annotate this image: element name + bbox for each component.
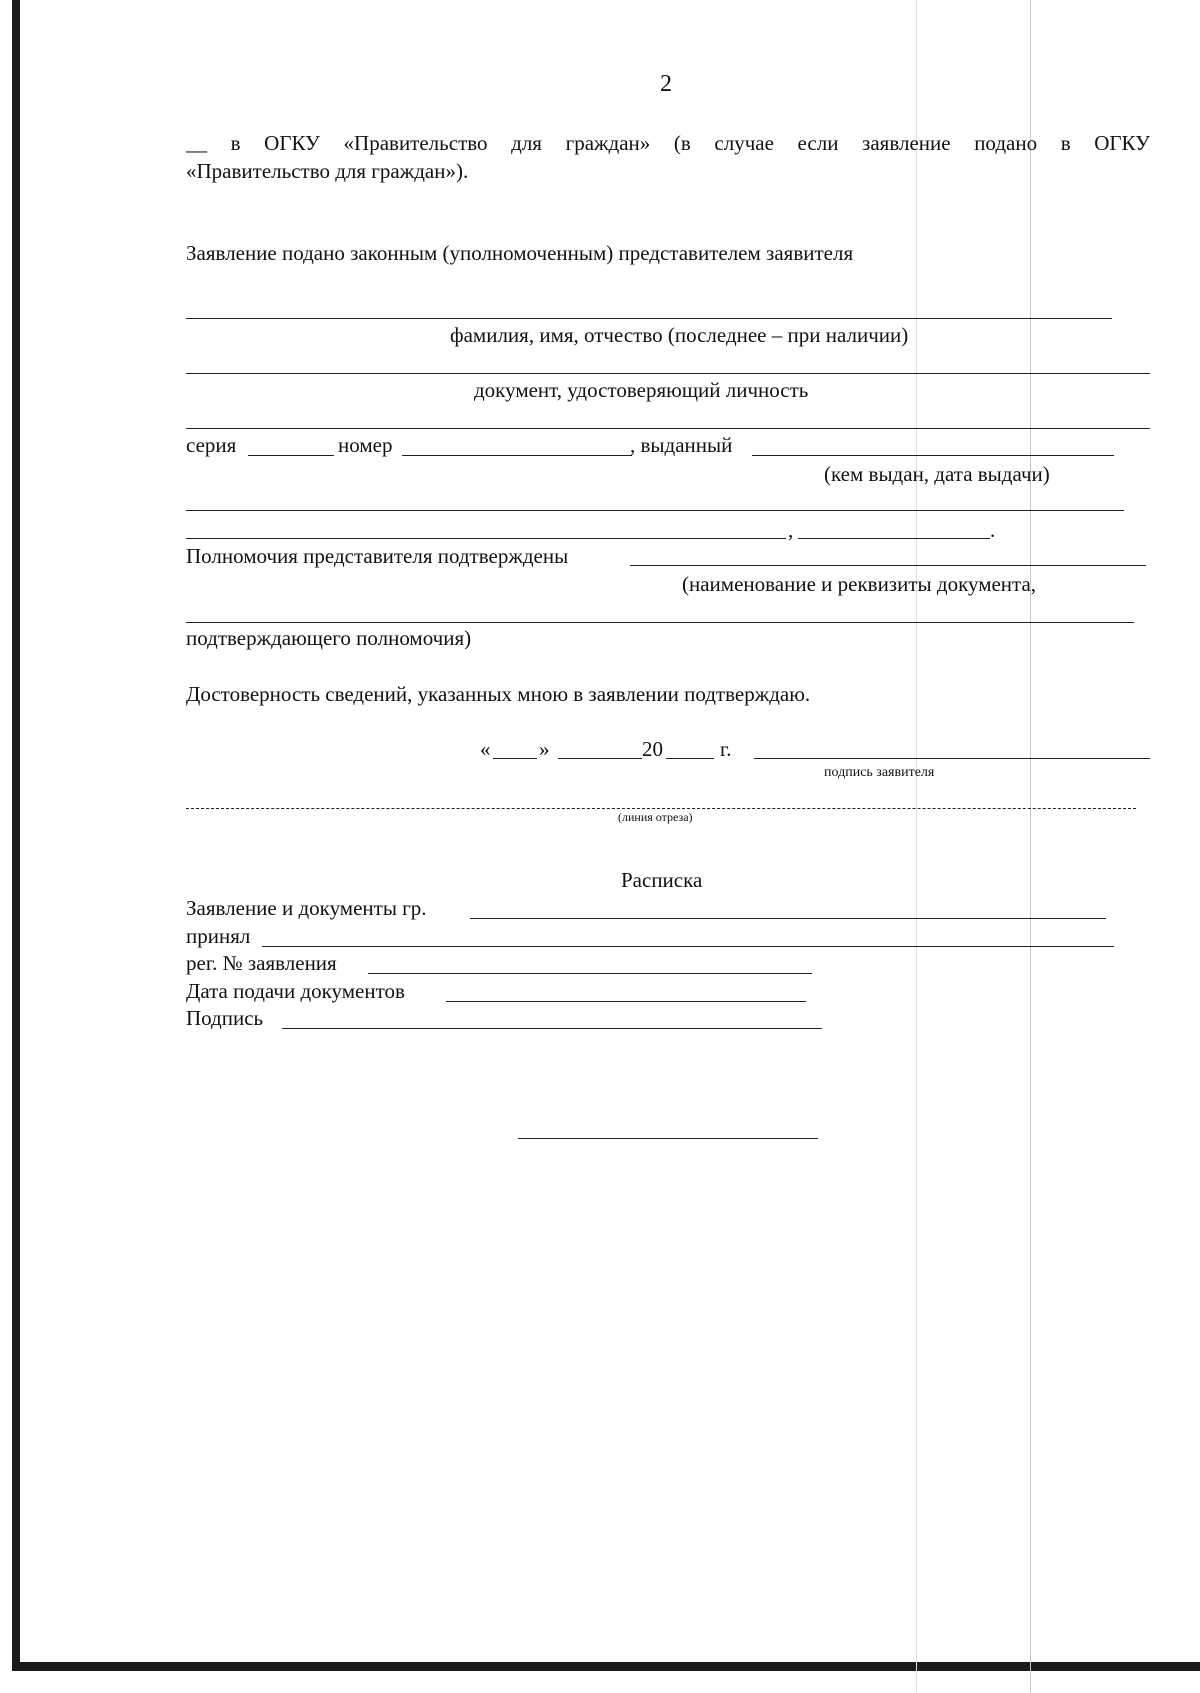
- date-day-field[interactable]: [493, 758, 537, 759]
- series-label: серия: [186, 433, 237, 457]
- issued-by-field[interactable]: [752, 455, 1114, 456]
- receipt-signature-label: Подпись: [186, 1006, 264, 1030]
- page-number: 2: [660, 71, 672, 97]
- scan-fold-line: [916, 0, 917, 1693]
- issued-by-continuation-field[interactable]: [186, 510, 1124, 511]
- scan-edge-bottom: [12, 1662, 1200, 1671]
- date-month-field[interactable]: [558, 758, 642, 759]
- applicant-signature-field[interactable]: [754, 758, 1150, 759]
- accuracy-statement: Достоверность сведений, указанных мною в заявлении подтверждаю.: [186, 682, 811, 706]
- ogku-option-line-2: «Правительство для граждан»).: [186, 159, 469, 183]
- powers-document-continuation-field[interactable]: [186, 622, 1134, 623]
- reg-number-label: рег. № заявления: [186, 951, 337, 975]
- powers-document-field[interactable]: [630, 565, 1146, 566]
- id-document-field[interactable]: [186, 373, 1150, 374]
- comma-separator: ,: [788, 518, 794, 542]
- powers-caption-2: подтверждающего полномочия): [186, 626, 472, 650]
- cut-line-caption: (линия отреза): [618, 810, 693, 824]
- date-year-suffix: г.: [720, 737, 732, 761]
- series-field[interactable]: [248, 455, 334, 456]
- id-document-extra-field[interactable]: [186, 428, 1150, 429]
- issued-label: , выданный: [630, 433, 733, 457]
- issued-by-continuation-field-2[interactable]: [186, 538, 786, 539]
- powers-label: Полномочия представителя подтверждены: [186, 544, 569, 568]
- submission-date-label: Дата подачи документов: [186, 979, 405, 1003]
- issued-caption: (кем выдан, дата выдачи): [824, 462, 1050, 486]
- number-field[interactable]: [402, 455, 632, 456]
- scan-fold-line: [1030, 0, 1031, 1693]
- id-document-caption: документ, удостоверяющий личность: [474, 378, 809, 402]
- receipt-signature-field[interactable]: [282, 1028, 822, 1029]
- ogku-option-line-1: __ в ОГКУ «Правительство для граждан» (в случае если заявление подано в ОГКУ: [186, 131, 1150, 155]
- date-close-quote: »: [539, 737, 550, 761]
- accepted-label: принял: [186, 924, 251, 948]
- period-separator: .: [990, 518, 996, 542]
- document-end-line: [518, 1138, 818, 1139]
- number-label: номер: [338, 433, 393, 457]
- issue-date-field[interactable]: [798, 538, 990, 539]
- powers-caption-1: (наименование и реквизиты документа,: [682, 572, 1037, 596]
- scan-edge-left: [12, 0, 20, 1670]
- signature-caption: подпись заявителя: [824, 765, 935, 780]
- date-year-field[interactable]: [666, 758, 714, 759]
- date-year-prefix: 20: [642, 737, 663, 761]
- date-open-quote: «: [480, 737, 491, 761]
- accepted-by-field[interactable]: [262, 946, 1114, 947]
- fio-caption: фамилия, имя, отчество (последнее – при наличии): [450, 323, 909, 347]
- representative-fio-field[interactable]: [186, 318, 1112, 319]
- reg-number-field[interactable]: [368, 973, 812, 974]
- representative-heading: Заявление подано законным (уполномоченным) представителем заявителя: [186, 241, 854, 265]
- docs-from-label: Заявление и документы гр.: [186, 896, 427, 920]
- cut-line: [186, 808, 1136, 809]
- receipt-title: Расписка: [621, 868, 703, 892]
- docs-from-field[interactable]: [470, 918, 1106, 919]
- submission-date-field[interactable]: [446, 1001, 806, 1002]
